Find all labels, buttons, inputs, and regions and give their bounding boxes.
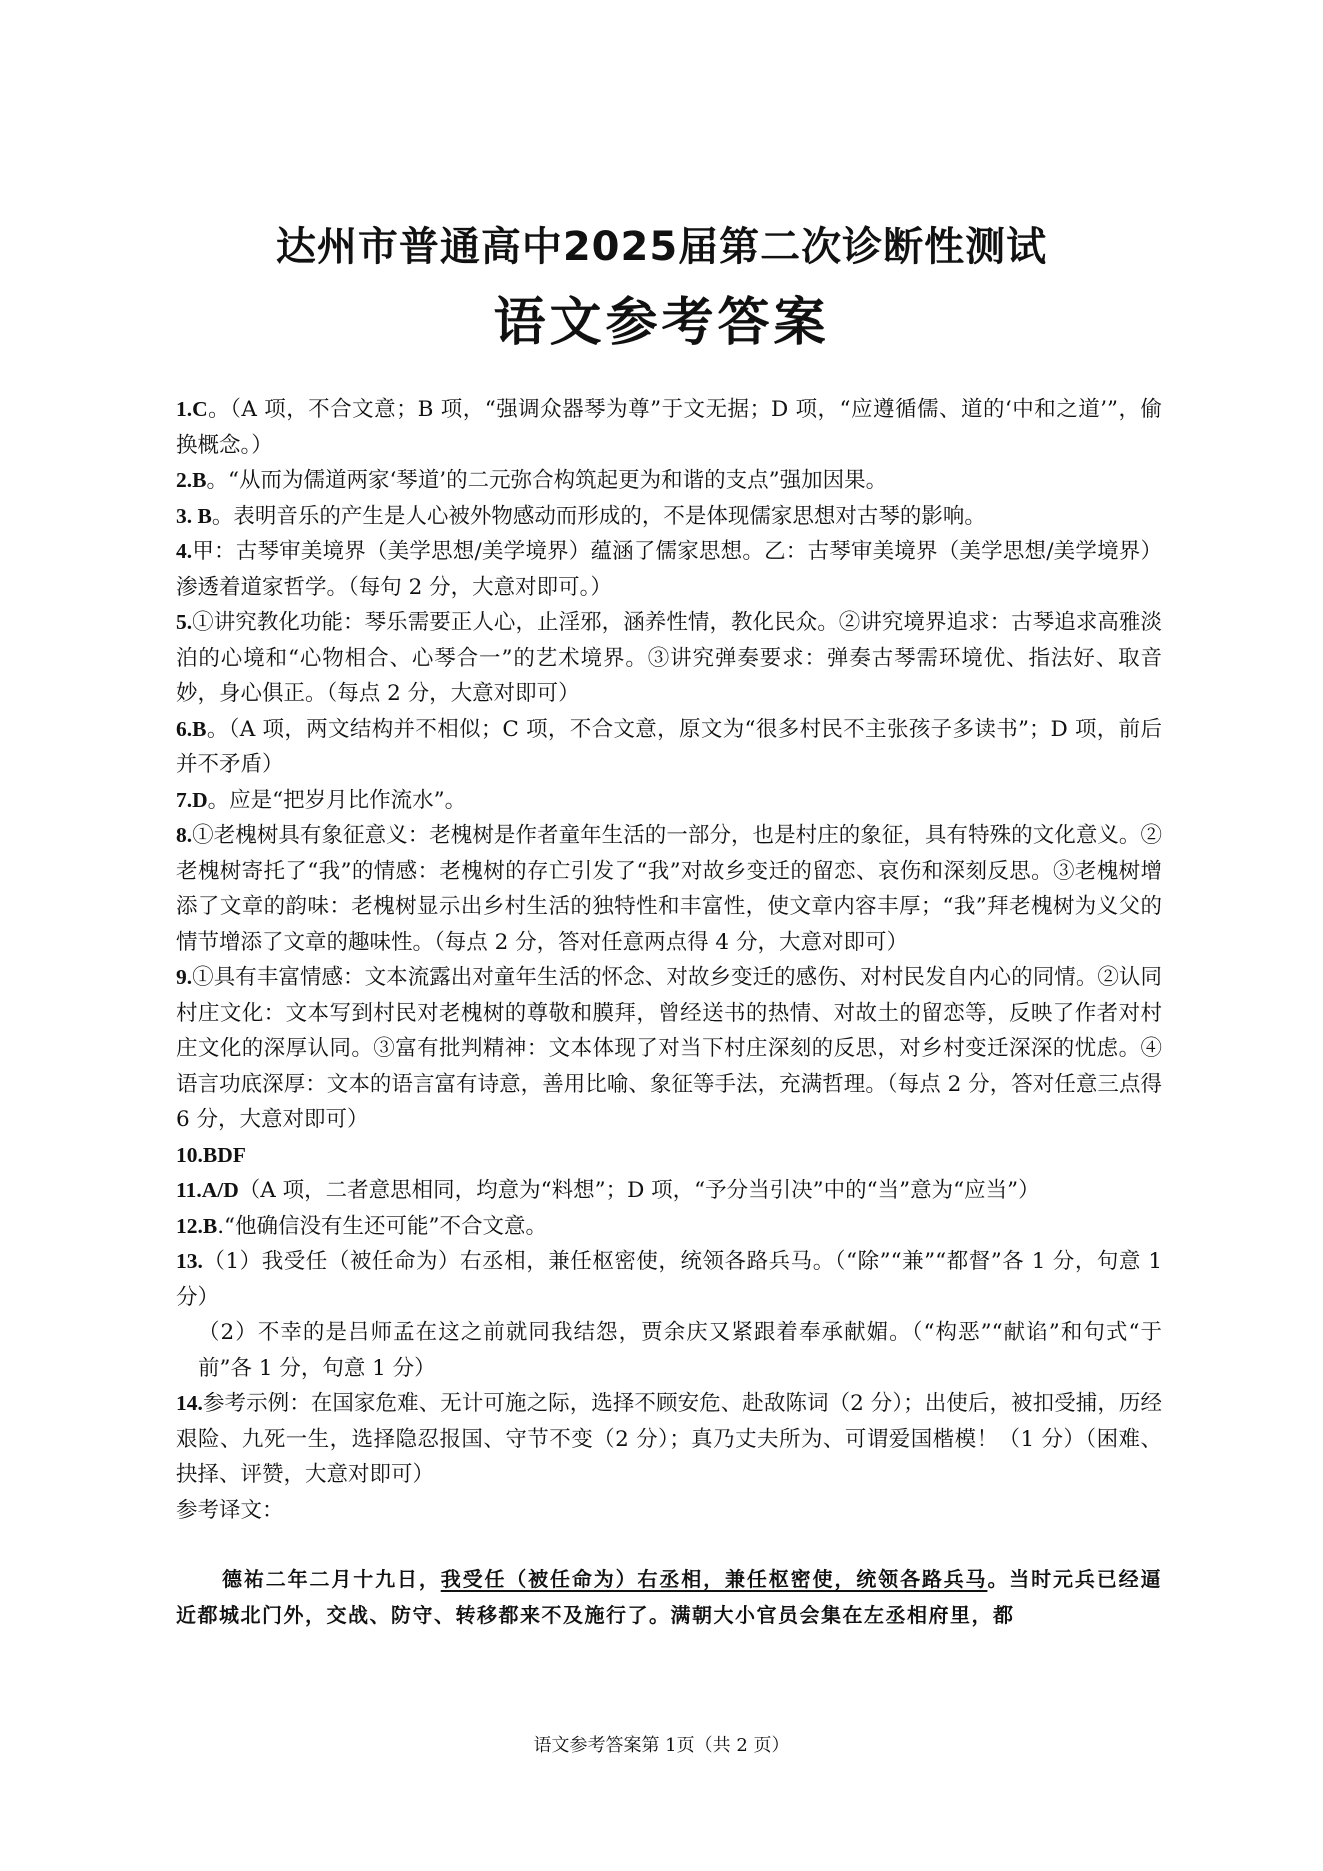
answer-text: 。应是“把岁月比作流水”。 bbox=[207, 787, 467, 813]
answer-item bbox=[176, 1209, 1162, 1245]
answer-text: ①讲究教化功能：琴乐需要正人心，止淫邪，涵养性情，教化民众。②讲究境界追求：古琴追求高雅淡泊的心境和“心物相合、心琴合一”的艺术境界。③讲究弹奏要求：弹奏古琴需环境优、指法好、取音妙，身心俱正。（每点 2 分，大意对即可） bbox=[176, 610, 1162, 706]
answer-text: 甲：古琴审美境界（美学思想/美学境界）蕴涵了儒家思想。乙：古琴审美境界（美学思想/美学境界）渗透着道家哲学。（每句 2 分，大意对即可。） bbox=[176, 539, 1162, 600]
answer-text: 。（A 项，两文结构并不相似；C 项，不合文意，原文为“很多村民不主张孩子多读书”；D 项，前后并不矛盾） bbox=[176, 716, 1162, 777]
page-footer: 语文参考答案第 1页（共 2 页） bbox=[533, 1735, 790, 1756]
answer-number: 14. bbox=[176, 1391, 203, 1415]
answer-text: ①老槐树具有象征意义：老槐树是作者童年生活的一部分，也是村庄的象征，具有特殊的文化意义。②老槐树寄托了“我”的情感：老槐树的存亡引发了“我”对故乡变迁的留恋、哀伤和深刻反思。③老槐树增添了文章的韵味：老槐树显示出乡村生活的独特性和丰富性，使文章内容丰厚；“我”拜老槐树为义父的情节增添了文章的趣味性。（每点 2 分，答对任意两点得 4 分，大意对即可） bbox=[176, 823, 1162, 955]
answer-number: 7.D bbox=[176, 787, 208, 812]
answer-item bbox=[176, 1244, 1162, 1315]
answer-item bbox=[176, 1386, 1162, 1493]
document-subtitle: 语文参考答案 bbox=[493, 293, 830, 353]
answer-text: .“他确信没有生还可能”不合文意。 bbox=[217, 1213, 548, 1239]
answer-item bbox=[176, 392, 1162, 463]
translation-paragraph bbox=[176, 1562, 1162, 1633]
answer-text: 参考译文： bbox=[176, 1497, 284, 1523]
answer-item bbox=[176, 499, 1162, 535]
answer-number: 1.C bbox=[176, 397, 208, 421]
answer-text: （A 项，二者意思相同，均意为“料想”；D 项，“予分当引决”中的“当”意为“应当”） bbox=[238, 1178, 1040, 1203]
answer-text: （1）我受任（被任命为）右丞相，兼任枢密使，统领各路兵马。（“除”“兼”“都督”各 1 分，句意 1 分） bbox=[176, 1249, 1162, 1310]
answer-text: 参考示例：在国家危难、无计可施之际，选择不顾安危、赴敌陈词（2 分）；出使后，被扣受捕，历经艰险、九死一生，选择隐忍报国、守节不变（2 分）；真乃丈夫所为、可谓爱国楷模！（1 分）（困难、抉择、评赞，大意对即可） bbox=[176, 1391, 1162, 1487]
answer-text: 。“从而为儒道两家‘琴道’的二元弥合构筑起更为和谐的支点”强加因果。 bbox=[206, 468, 888, 493]
answer-list bbox=[176, 392, 1162, 1528]
answer-item bbox=[176, 1493, 1162, 1529]
answer-number: 6.B bbox=[176, 716, 207, 741]
answer-text: （2）不幸的是吕师孟在这之前就同我结怨，贾余庆又紧跟着奉承献媚。（“构恶”“献谄”和句式“于前”各 1 分，句意 1 分） bbox=[198, 1320, 1162, 1381]
answer-item bbox=[176, 960, 1162, 1138]
answer-item bbox=[176, 818, 1162, 960]
answer-number: 4. bbox=[176, 539, 193, 563]
answer-number: 2.B bbox=[176, 468, 207, 492]
answer-number: 8. bbox=[176, 823, 193, 847]
answer-item bbox=[176, 1138, 1162, 1174]
answer-number: 11.A/D bbox=[176, 1178, 239, 1202]
answer-item bbox=[176, 605, 1162, 712]
answer-text: ①具有丰富情感：文本流露出对童年生活的怀念、对故乡变迁的感伤、对村民发自内心的同情。②认同村庄文化：文本写到村民对老槐树的尊敬和膜拜，曾经送书的热情、对故土的留恋等，反映了作者对村庄文化的深厚认同。③富有批判精神：文本体现了对当下村庄深刻的反思，对乡村变迁深深的忧虑。④语言功底深厚：文本的语言富有诗意，善用比喻、象征等手法，充满哲理。（每点 2 分，答对任意三点得 6 分，大意对即可） bbox=[176, 965, 1162, 1132]
answer-text: 。（A 项，不合文意；B 项，“强调众器琴为尊”于文无据；D 项，“应遵循儒、道的‘中和之道’”，偷换概念。） bbox=[176, 397, 1162, 458]
answer-number: 13. bbox=[176, 1249, 203, 1273]
answer-number: 3. B bbox=[176, 503, 212, 528]
answer-item bbox=[176, 1173, 1162, 1209]
answer-item bbox=[176, 534, 1162, 605]
reference-translation bbox=[176, 1562, 1162, 1633]
answer-item bbox=[176, 1315, 1162, 1386]
answer-item bbox=[176, 783, 1162, 819]
answer-text: 。表明音乐的产生是人心被外物感动而形成的，不是体现儒家思想对古琴的影响。 bbox=[211, 503, 986, 529]
translation-rest: 。当时元兵已经逼近都城北门外，交战、防守、转移都来不及施行了。满朝大小官员会集在左丞相府里，都 bbox=[176, 1567, 1163, 1627]
answer-item bbox=[176, 712, 1162, 783]
answer-number: 9. bbox=[176, 965, 193, 989]
translation-underlined: 我受任（被任命为）右丞相，兼任枢密使，统领各路兵马 bbox=[440, 1567, 988, 1591]
exam-title: 达州市普通高中2025届第二次诊断性测试 bbox=[275, 224, 1048, 270]
answer-number: 12.B bbox=[176, 1213, 218, 1238]
answer-item bbox=[176, 463, 1162, 499]
answer-number: 5. bbox=[176, 610, 193, 634]
answer-number: 10.BDF bbox=[176, 1142, 246, 1167]
translation-lead: 德祐二年二月十九日， bbox=[222, 1567, 441, 1591]
